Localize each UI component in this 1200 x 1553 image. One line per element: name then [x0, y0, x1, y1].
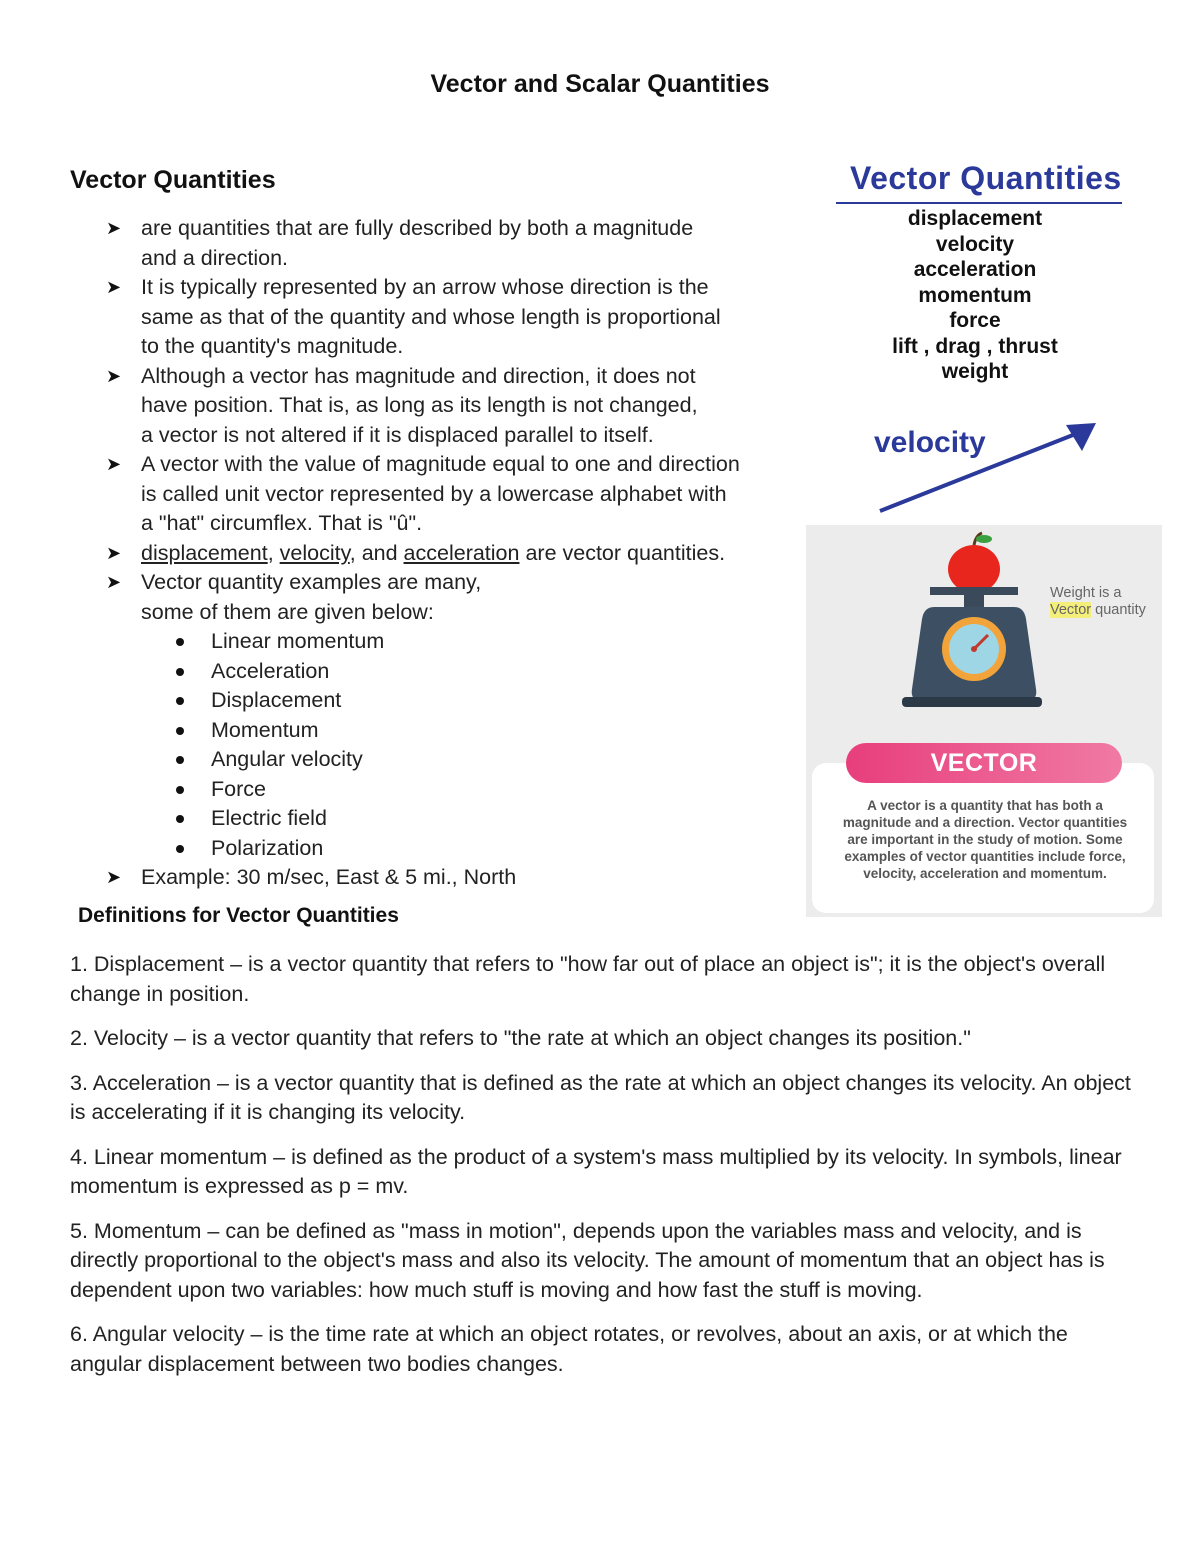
example-item: Angular velocity — [70, 745, 810, 775]
example-item: Momentum — [70, 716, 810, 746]
bullet-dot-icon — [176, 756, 184, 764]
arrow-bullet-5: ➤ displacement, velocity, and acceleration are vector quantities. — [70, 539, 810, 569]
example-item: Polarization — [70, 834, 810, 864]
weight-note: Weight is a Vector quantity — [1050, 585, 1146, 618]
arrow-bullet-7: ➤ Example: 30 m/sec, East & 5 mi., North — [70, 863, 810, 893]
example-item: Electric field — [70, 804, 810, 834]
vector-quantities-figure — [830, 160, 1130, 520]
definition-item: 5. Momentum – can be defined as "mass in motion", depends upon the variables mass and velocity, and is directly proportional to the object's mass and also its velocity. The amount of momentum that an object has is dependent upon two variables: how much stuff is moving and how fast the stuff is moving. — [70, 1218, 1105, 1302]
figure-item: lift , drag , thrust — [892, 334, 1058, 358]
bullet-dot-icon — [176, 668, 184, 676]
link-acceleration: acceleration — [403, 540, 520, 565]
figure-item: displacement — [907, 207, 1043, 230]
figure-item: momentum — [918, 283, 1032, 307]
bullet-dot-icon — [176, 638, 184, 646]
arrow-bullet-icon: ➤ — [106, 218, 122, 238]
figure-title: Vector Quantities — [850, 160, 1122, 196]
bullet-dot-icon — [176, 786, 184, 794]
arrow-bullet-1: ➤ are quantities that are fully described by both a magnitude and a direction. — [106, 216, 694, 270]
arrow-bullet-3: ➤ Although a vector has magnitude and direction, it does not have position. That is, as long as its length is not changed, a vector is not altered if it is displaced parallel to itself. — [106, 363, 698, 447]
figure-item: velocity — [935, 232, 1015, 256]
definition-item: 3. Acceleration – is a vector quantity that is defined as the rate at which an object changes its velocity. An object is accelerating if it is changing its velocity. — [70, 1070, 1131, 1124]
bullet-dot-icon — [176, 815, 184, 823]
figure-quantity-list — [830, 206, 1120, 385]
section-heading: Vector Quantities — [70, 166, 276, 194]
arrow-bullet-2: ➤ It is typically represented by an arrow whose direction is the same as that of the quantity and whose length is proportional to the quantity's magnitude. — [106, 275, 721, 358]
weight-vector-figure — [806, 525, 1162, 917]
vector-bullets — [70, 214, 810, 893]
definitions-list — [70, 950, 1140, 1394]
scale-with-apple-icon — [806, 525, 1162, 765]
figure-item: weight — [941, 360, 1009, 383]
link-displacement: displacement — [141, 540, 268, 565]
arrow-bullet-6: ➤ Vector quantity examples are many, some of them are given below: — [106, 570, 482, 624]
figure-item: acceleration — [913, 258, 1037, 281]
bullet-dot-icon — [176, 845, 184, 853]
example-item: Force — [70, 775, 810, 805]
definition-item: 1. Displacement – is a vector quantity that refers to "how far out of place an object is"; it is the object's overall change in position. — [70, 952, 1106, 1006]
arrow-bullet-icon: ➤ — [106, 542, 122, 563]
figure-title-underline — [836, 202, 1122, 204]
definitions-heading: Definitions for Vector Quantities — [78, 904, 399, 927]
example-item: Linear momentum — [70, 627, 810, 657]
arrow-bullet-icon: ➤ — [106, 572, 122, 592]
arrow-bullet-4: ➤ A vector with the value of magnitude equal to one and direction is called unit vector represented by a lowercase alphabet with a "hat" circumflex. That is "û". — [106, 452, 740, 535]
arrow-bullet-icon: ➤ — [106, 365, 122, 386]
arrow-bullet-icon: ➤ — [106, 277, 122, 297]
bullet-dot-icon — [176, 727, 184, 735]
link-velocity: velocity — [279, 540, 350, 565]
document-title: Vector and Scalar Quantities — [430, 70, 770, 98]
highlighted-word: Vector — [1050, 602, 1092, 618]
definition-item: 4. Linear momentum – is defined as the product of a system's mass multiplied by its velocity. In symbols, linear momentum is expressed as p = mv. — [70, 1144, 1122, 1198]
arrow-bullet-icon: ➤ — [106, 454, 122, 474]
figure-item: force — [949, 309, 1001, 332]
definition-item: 2. Velocity – is a vector quantity that refers to "the rate at which an object changes its position." — [70, 1026, 971, 1050]
example-item: Acceleration — [70, 657, 810, 687]
bullet-dot-icon — [176, 697, 184, 705]
vector-card-text: A vector is a quantity that has both a magnitude and a direction. Vector quantities are important in the study of motion. Some examples of vector quantities include force, velocity, acceleration and momentum. — [842, 798, 1128, 881]
vector-pill-label: VECTOR — [846, 743, 1122, 783]
velocity-arrow-label: velocity — [874, 426, 986, 459]
arrow-bullet-icon: ➤ — [106, 867, 122, 887]
definition-item: 6. Angular velocity – is the time rate at which an object rotates, or revolves, about an axis, or at which the angular displacement between two bodies changes. — [70, 1322, 1068, 1376]
example-item: Displacement — [70, 686, 810, 716]
